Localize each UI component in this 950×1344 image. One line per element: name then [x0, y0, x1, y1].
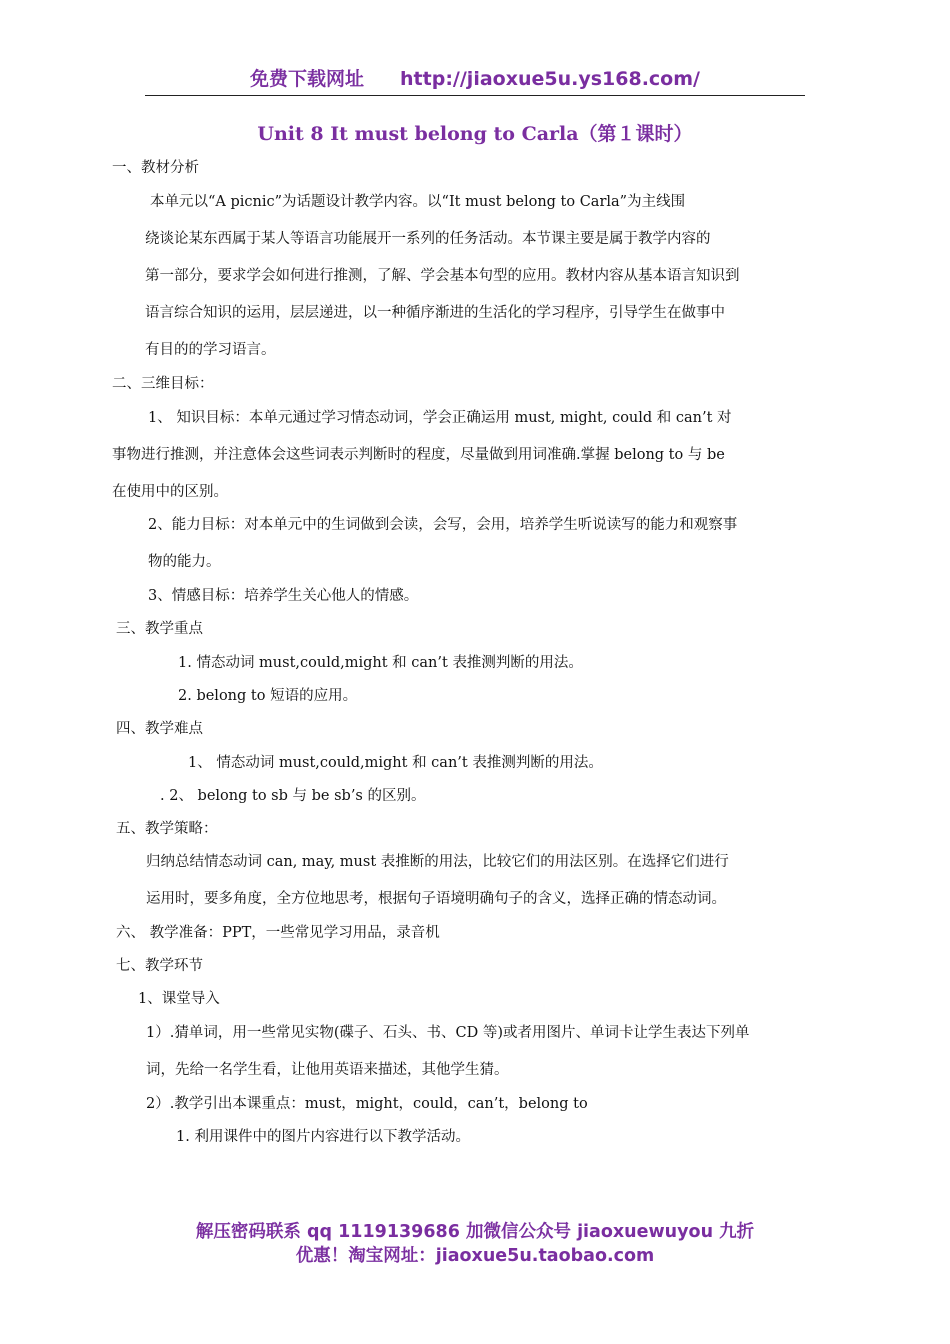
list-item: 1、 情态动词 must,could,might 和 can’t 表推测判断的用法。	[188, 755, 603, 771]
paragraph-line: 第一部分，要求学会如何进行推测，了解、学会基本句型的应用。教材内容从基本语言知识到	[145, 268, 740, 284]
list-item: 2、能力目标：对本单元中的生词做到会读，会写，会用，培养学生听说读写的能力和观察事	[148, 517, 738, 533]
download-label: 免费下载网址	[250, 68, 365, 90]
section-heading-difficulties: 四、教学难点	[116, 721, 203, 737]
document-title: Unit 8 It must belong to Carla（第１课时）	[257, 123, 693, 145]
download-header	[145, 64, 805, 91]
list-item: 2. belong to 短语的应用。	[178, 688, 358, 704]
paragraph-line: 语言综合知识的运用，层层递进，以一种循序渐进的生活化的学习程序，引导学生在做事中	[145, 305, 725, 321]
list-item: 1、 知识目标：本单元通过学习情态动词，学会正确运用 must, might, could 和 can’t 对	[148, 410, 732, 426]
section-heading-objectives: 二、三维目标：	[112, 376, 214, 392]
paragraph-line: 有目的的学习语言。	[145, 342, 276, 358]
paragraph-line: 归纳总结情态动词 can, may, must 表推断的用法，比较它们的用法区别。在选择它们进行	[146, 854, 729, 870]
list-item: 1. 情态动词 must,could,might 和 can’t 表推测判断的用法。	[178, 655, 583, 671]
paragraph-line: 物的能力。	[148, 554, 221, 570]
footer-contact-line: 解压密码联系 qq 1119139686 加微信公众号 jiaoxuewuyou 九折	[195, 1222, 755, 1242]
section-heading-procedure: 七、教学环节	[116, 958, 203, 974]
download-url-link[interactable]: http://jiaoxue5u.ys168.com/	[400, 68, 700, 90]
section-heading-textbook-analysis: 一、教材分析	[112, 160, 199, 176]
paragraph-line: 本单元以“A picnic”为话题设计教学内容。以“It must belong to Carla”为主线围	[150, 194, 686, 210]
paragraph-line: 1）.猜单词，用一些常见实物(碟子、石头、书、CD 等)或者用图片、单词卡让学生表达下列单	[146, 1025, 750, 1041]
paragraph-line: 绕谈论某东西属于某人等语言功能展开一系列的任务活动。本节课主要是属于教学内容的	[145, 231, 711, 247]
subheading: 1、课堂导入	[138, 991, 220, 1007]
section-heading-key-points: 三、教学重点	[116, 621, 203, 637]
paragraph-line: 运用时，要多角度，全方位地思考，根据句子语境明确句子的含义，选择正确的情态动词。	[146, 891, 726, 907]
paragraph-line: 在使用中的区别。	[112, 484, 228, 500]
section-heading-preparation: 六、 教学准备：PPT，一些常见学习用品，录音机	[116, 925, 440, 941]
paragraph-line: 事物进行推测，并注意体会这些词表示判断时的程度，尽量做到用词准确.掌握 belong to 与 be	[112, 447, 725, 463]
list-item: 3、情感目标：培养学生关心他人的情感。	[148, 588, 419, 604]
section-heading-strategy: 五、教学策略：	[116, 821, 218, 837]
paragraph-line: 词，先给一名学生看，让他用英语来描述，其他学生猜。	[146, 1062, 509, 1078]
header-divider	[145, 95, 805, 96]
list-item: . 2、 belong to sb 与 be sb’s 的区别。	[160, 788, 426, 804]
list-item: 1. 利用课件中的图片内容进行以下教学活动。	[176, 1129, 470, 1145]
footer-shop-line: 优惠！淘宝网址：jiaoxue5u.taobao.com	[295, 1246, 655, 1266]
paragraph-line: 2）.教学引出本课重点：must，might，could，can’t，belong to	[146, 1096, 588, 1112]
